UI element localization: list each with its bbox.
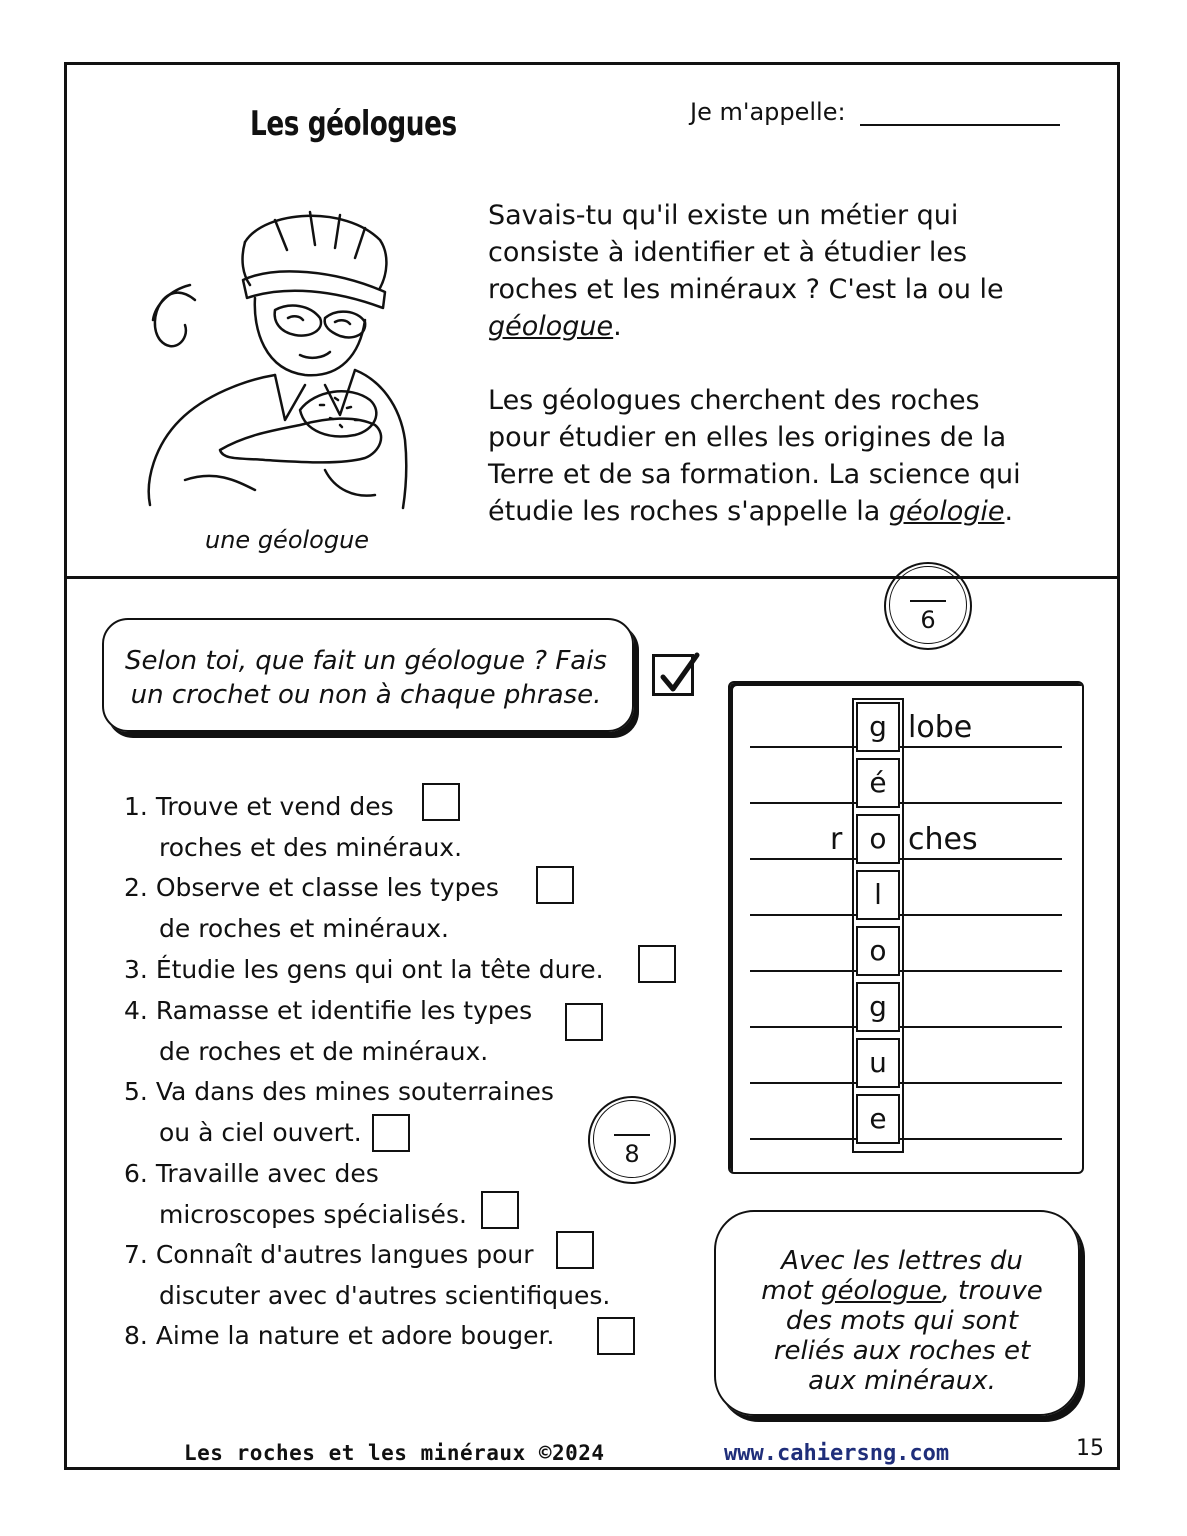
instruction-line: Selon toi, que fait un géologue ? Fais — [125, 646, 607, 676]
checkbox-item-8[interactable] — [597, 1317, 635, 1355]
instruction-text — [110, 644, 622, 712]
example-word-suffix: ches — [908, 822, 978, 857]
answer-line[interactable] — [750, 802, 1062, 804]
puzzle-letter: o — [856, 926, 900, 976]
item-text: Observe et classe les types — [155, 873, 499, 902]
keyword-geologue: géologue — [488, 311, 614, 342]
puzzle-score-total: 6 — [920, 606, 936, 634]
intro-line: Savais-tu qu'il existe un métier qui — [488, 200, 959, 231]
item-number: 4. — [124, 996, 148, 1025]
list-item-cont: microscopes spécialisés. — [159, 1200, 467, 1229]
instruction-line: aux minéraux. — [808, 1366, 996, 1396]
name-field-line[interactable] — [860, 124, 1060, 126]
list-item — [124, 1153, 379, 1194]
list-item — [124, 867, 499, 908]
intro-line: Terre et de sa formation. La science qui — [488, 459, 1021, 490]
list-item — [124, 990, 532, 1031]
answer-line[interactable] — [750, 970, 1062, 972]
answer-line[interactable] — [750, 858, 1062, 860]
answer-line[interactable] — [750, 1026, 1062, 1028]
example-word-prefix: r — [830, 822, 843, 857]
checkbox-item-7[interactable] — [556, 1231, 594, 1269]
illustration-caption: une géologue — [205, 526, 370, 554]
keyword-geologue: géologue — [820, 1276, 942, 1306]
list-item — [124, 949, 604, 990]
intro-line: roches et les minéraux ? C'est la ou le — [488, 274, 1004, 305]
intro-line — [488, 493, 1088, 530]
item-number: 1. — [124, 792, 148, 821]
checkbox-item-3[interactable] — [638, 945, 676, 983]
checkmark-icon — [652, 654, 694, 696]
item-number: 7. — [124, 1240, 148, 1269]
name-label: Je m'appelle: — [690, 98, 846, 126]
answer-line[interactable] — [750, 914, 1062, 916]
puzzle-letter: o — [856, 814, 900, 864]
intro-line: pour étudier en elles les origines de la — [488, 422, 1007, 453]
footer-website-link[interactable]: www.cahiersng.com — [724, 1441, 950, 1466]
list-item-cont: de roches et minéraux. — [159, 914, 450, 943]
example-word-suffix: lobe — [908, 710, 973, 745]
item-text: Ramasse et identifie les types — [155, 996, 533, 1025]
checkbox-item-4[interactable] — [565, 1003, 603, 1041]
keyword-geologie: géologie — [888, 496, 1005, 527]
puzzle-letter: l — [856, 870, 900, 920]
footer-copyright: Les roches et les minéraux ©2024 — [184, 1441, 605, 1465]
list-item — [124, 1234, 534, 1275]
checklist-score-total: 8 — [624, 1140, 640, 1168]
intro-line: consiste à identifier et à étudier les — [488, 237, 968, 268]
checkbox-item-1[interactable] — [422, 783, 460, 821]
list-item-cont: roches et des minéraux. — [159, 833, 463, 862]
puzzle-letter: e — [856, 1094, 900, 1144]
intro-paragraph-2 — [488, 382, 1088, 530]
geologist-drawing-icon — [125, 180, 425, 510]
intro-line — [488, 308, 1088, 345]
item-text: Aime la nature et adore bouger. — [155, 1321, 555, 1350]
answer-line[interactable] — [750, 746, 1062, 748]
list-item-cont: de roches et de minéraux. — [159, 1037, 489, 1066]
puzzle-letter: u — [856, 1038, 900, 1088]
puzzle-score-badge — [884, 562, 972, 650]
list-item-cont: ou à ciel ouvert. — [159, 1118, 362, 1147]
word-puzzle-frame — [728, 681, 1084, 1174]
instruction-line — [732, 1276, 1072, 1306]
item-text: Trouve et vend des — [155, 792, 394, 821]
punctuation: . — [613, 311, 622, 342]
instruction-line: un crochet ou non à chaque phrase. — [130, 680, 602, 710]
puzzle-instruction-text — [732, 1246, 1072, 1396]
list-item — [124, 786, 394, 827]
instruction-text: , trouve — [941, 1276, 1043, 1306]
item-number: 5. — [124, 1077, 148, 1106]
answer-line[interactable] — [750, 1082, 1062, 1084]
puzzle-letter: g — [856, 982, 900, 1032]
checklist-score-badge — [588, 1096, 676, 1184]
intro-paragraph-1 — [488, 197, 1088, 345]
item-number: 6. — [124, 1159, 148, 1188]
intro-line: Les géologues cherchent des roches — [488, 385, 980, 416]
list-item — [124, 1315, 554, 1356]
item-text: Connaît d'autres langues pour — [155, 1240, 534, 1269]
checkbox-item-6[interactable] — [481, 1191, 519, 1229]
intro-text: étudie les roches s'appelle la — [488, 496, 881, 527]
punctuation: . — [1004, 496, 1014, 527]
item-text: Étudie les gens qui ont la tête dure. — [155, 955, 604, 984]
page-number: 15 — [1076, 1436, 1104, 1461]
instruction-line: reliés aux roches et — [773, 1336, 1031, 1366]
answer-line[interactable] — [750, 1138, 1062, 1140]
instruction-line: Avec les lettres du — [781, 1246, 1023, 1276]
item-number: 2. — [124, 873, 148, 902]
item-number: 3. — [124, 955, 148, 984]
list-item — [124, 1071, 554, 1112]
puzzle-letter: é — [856, 758, 900, 808]
item-number: 8. — [124, 1321, 148, 1350]
checkbox-item-5[interactable] — [372, 1114, 410, 1152]
puzzle-letter: g — [856, 702, 900, 752]
checkbox-item-2[interactable] — [536, 866, 574, 904]
list-item-cont: discuter avec d'autres scientifiques. — [159, 1281, 611, 1310]
instruction-text: mot — [761, 1276, 813, 1306]
page-title: Les géologues — [250, 104, 457, 144]
instruction-line: des mots qui sont — [785, 1306, 1019, 1336]
item-text: Va dans des mines souterraines — [155, 1077, 554, 1106]
item-text: Travaille avec des — [155, 1159, 379, 1188]
